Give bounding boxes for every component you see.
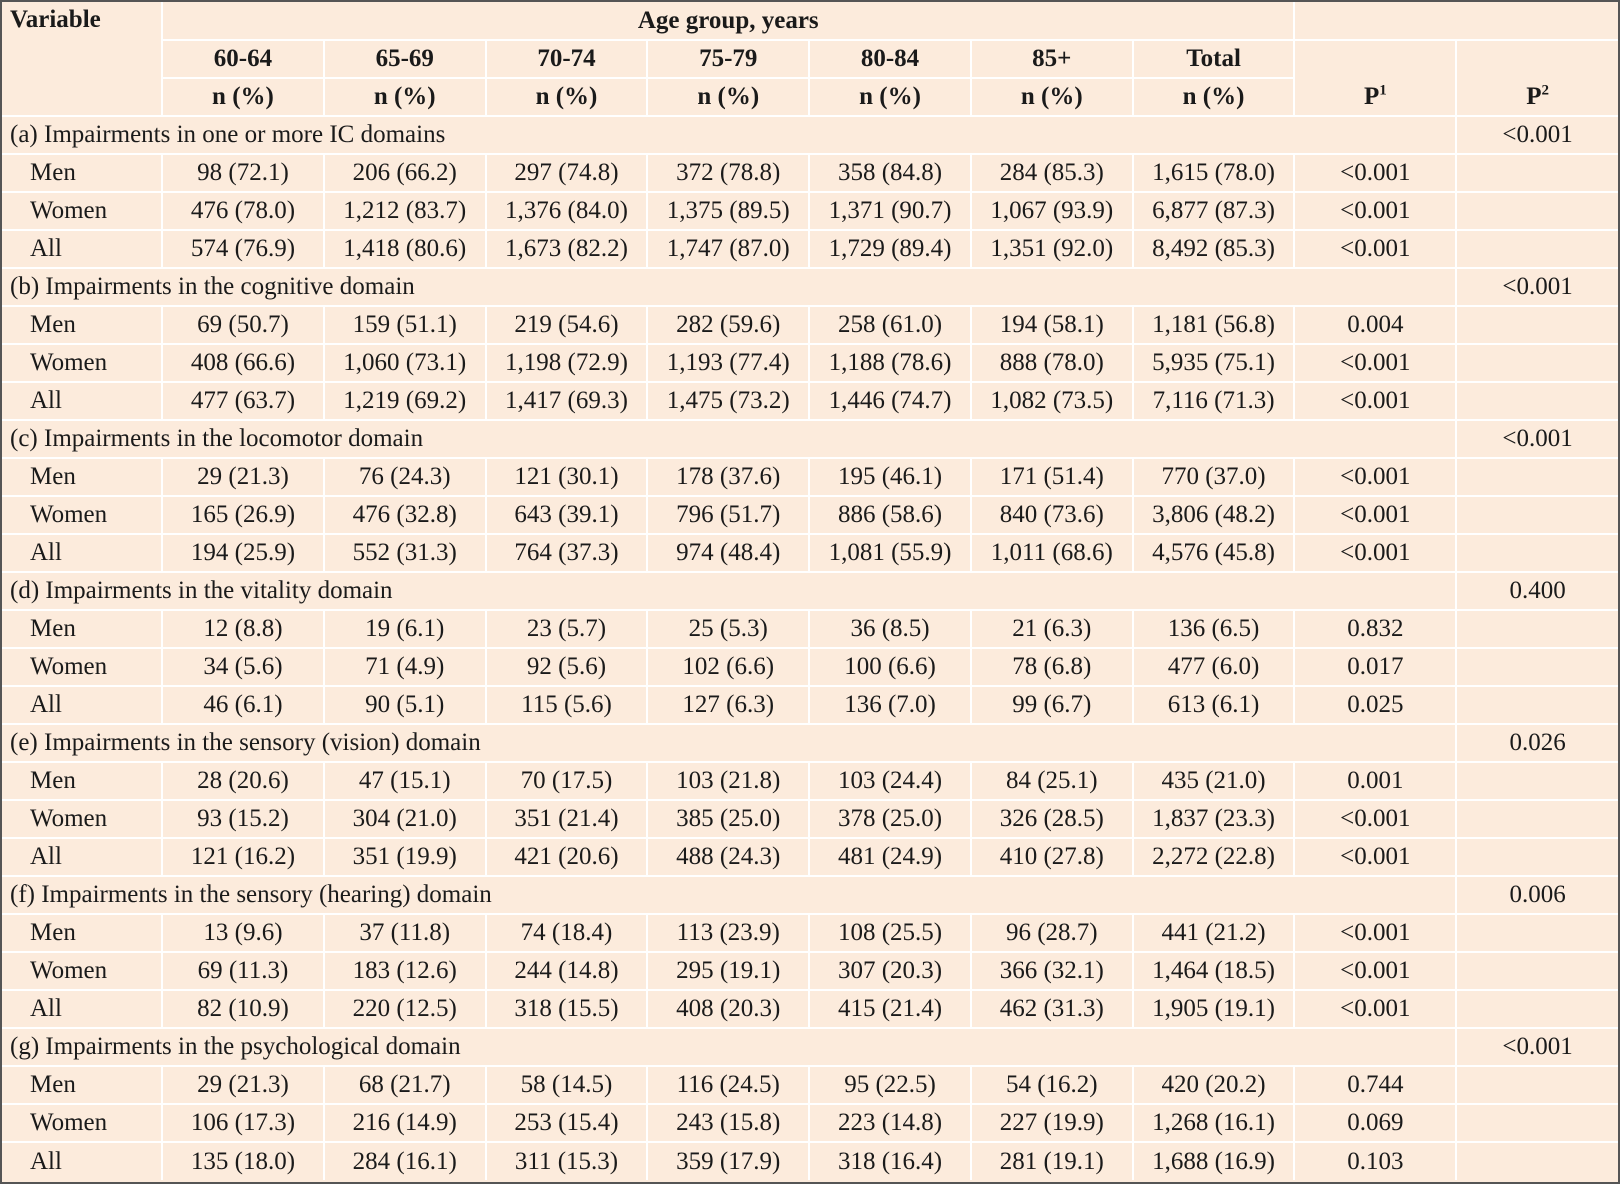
total-cell: 5,935 (75.1)	[1133, 344, 1295, 382]
count-cell: 227 (19.9)	[971, 1104, 1133, 1142]
table-row	[2, 914, 1618, 952]
section-row	[2, 572, 1618, 610]
p2-cell	[1456, 496, 1618, 534]
section-p2-value: 0.026	[1456, 724, 1618, 762]
unit-header: n (%)	[1133, 78, 1295, 116]
row-label: Women	[2, 344, 162, 382]
p2-cell	[1456, 648, 1618, 686]
count-cell: 643 (39.1)	[486, 496, 648, 534]
count-cell: 183 (12.6)	[324, 952, 486, 990]
count-cell: 95 (22.5)	[809, 1066, 971, 1104]
p1-cell: 0.025	[1294, 686, 1456, 724]
section-p2-value: 0.400	[1456, 572, 1618, 610]
section-title: (b) Impairments in the cognitive domain	[2, 268, 1456, 306]
total-cell: 2,272 (22.8)	[1133, 838, 1295, 876]
count-cell: 68 (21.7)	[324, 1066, 486, 1104]
total-cell: 3,806 (48.2)	[1133, 496, 1295, 534]
count-cell: 840 (73.6)	[971, 496, 1133, 534]
count-cell: 135 (18.0)	[162, 1142, 324, 1180]
count-cell: 318 (16.4)	[809, 1142, 971, 1180]
table-row	[2, 230, 1618, 268]
count-cell: 58 (14.5)	[486, 1066, 648, 1104]
row-label: Men	[2, 610, 162, 648]
p1-cell: 0.103	[1294, 1142, 1456, 1180]
p2-header: $P^2$	[1526, 82, 1549, 110]
count-cell: 37 (11.8)	[324, 914, 486, 952]
row-label: Men	[2, 1066, 162, 1104]
count-cell: 103 (24.4)	[809, 762, 971, 800]
count-cell: 127 (6.3)	[647, 686, 809, 724]
unit-header: n (%)	[162, 78, 324, 116]
count-cell: 29 (21.3)	[162, 458, 324, 496]
count-cell: 108 (25.5)	[809, 914, 971, 952]
count-cell: 243 (15.8)	[647, 1104, 809, 1142]
total-cell: 477 (6.0)	[1133, 648, 1295, 686]
count-cell: 1,060 (73.1)	[324, 344, 486, 382]
total-cell: 441 (21.2)	[1133, 914, 1295, 952]
count-cell: 574 (76.9)	[162, 230, 324, 268]
table-row	[2, 952, 1618, 990]
p1-cell: <0.001	[1294, 230, 1456, 268]
count-cell: 70 (17.5)	[486, 762, 648, 800]
count-cell: 84 (25.1)	[971, 762, 1133, 800]
count-cell: 552 (31.3)	[324, 534, 486, 572]
variable-header: Variable	[2, 2, 162, 116]
table-row	[2, 800, 1618, 838]
age-group-header: Age group, years	[162, 2, 1294, 40]
count-cell: 28 (20.6)	[162, 762, 324, 800]
section-p2-value: <0.001	[1456, 420, 1618, 458]
table-row	[2, 686, 1618, 724]
count-cell: 195 (46.1)	[809, 458, 971, 496]
count-cell: 47 (15.1)	[324, 762, 486, 800]
table-row	[2, 1104, 1618, 1142]
count-cell: 378 (25.0)	[809, 800, 971, 838]
section-title: (f) Impairments in the sensory (hearing) domain	[2, 876, 1456, 914]
count-cell: 171 (51.4)	[971, 458, 1133, 496]
unit-header: n (%)	[324, 78, 486, 116]
total-cell: 1,688 (16.9)	[1133, 1142, 1295, 1180]
count-cell: 1,081 (55.9)	[809, 534, 971, 572]
count-cell: 98 (72.1)	[162, 154, 324, 192]
p2-cell	[1456, 610, 1618, 648]
section-row	[2, 116, 1618, 154]
count-cell: 1,673 (82.2)	[486, 230, 648, 268]
count-cell: 1,375 (89.5)	[647, 192, 809, 230]
count-cell: 1,011 (68.6)	[971, 534, 1133, 572]
count-cell: 90 (5.1)	[324, 686, 486, 724]
count-cell: 358 (84.8)	[809, 154, 971, 192]
table-row	[2, 838, 1618, 876]
count-cell: 1,351 (92.0)	[971, 230, 1133, 268]
section-p2-value: <0.001	[1456, 1028, 1618, 1066]
section-p2-value: <0.001	[1456, 268, 1618, 306]
p1-header: $P^1$	[1294, 40, 1456, 116]
p1-cell: <0.001	[1294, 344, 1456, 382]
unit-header: n (%)	[809, 78, 971, 116]
p2-cell	[1456, 1142, 1618, 1180]
p2-cell	[1456, 192, 1618, 230]
p1-cell: <0.001	[1294, 496, 1456, 534]
p1-cell: <0.001	[1294, 800, 1456, 838]
count-cell: 476 (78.0)	[162, 192, 324, 230]
table-row	[2, 610, 1618, 648]
count-cell: 69 (50.7)	[162, 306, 324, 344]
count-cell: 46 (6.1)	[162, 686, 324, 724]
count-cell: 100 (6.6)	[809, 648, 971, 686]
p1-cell: 0.744	[1294, 1066, 1456, 1104]
count-cell: 462 (31.3)	[971, 990, 1133, 1028]
table-row	[2, 990, 1618, 1028]
p1-cell: <0.001	[1294, 458, 1456, 496]
count-cell: 121 (16.2)	[162, 838, 324, 876]
count-cell: 311 (15.3)	[486, 1142, 648, 1180]
total-cell: 770 (37.0)	[1133, 458, 1295, 496]
table-row	[2, 154, 1618, 192]
count-cell: 219 (54.6)	[486, 306, 648, 344]
p2-cell	[1456, 154, 1618, 192]
count-cell: 326 (28.5)	[971, 800, 1133, 838]
table-row	[2, 192, 1618, 230]
total-cell: 136 (6.5)	[1133, 610, 1295, 648]
section-p2-value: 0.006	[1456, 876, 1618, 914]
total-cell: 420 (20.2)	[1133, 1066, 1295, 1104]
total-cell: 7,116 (71.3)	[1133, 382, 1295, 420]
count-cell: 82 (10.9)	[162, 990, 324, 1028]
age-col-header: 80-84	[809, 40, 971, 78]
section-row	[2, 724, 1618, 762]
total-cell: 6,877 (87.3)	[1133, 192, 1295, 230]
count-cell: 69 (11.3)	[162, 952, 324, 990]
table-body	[2, 116, 1618, 1180]
row-label: All	[2, 382, 162, 420]
table-row	[2, 382, 1618, 420]
p2-cell	[1456, 1066, 1618, 1104]
section-row	[2, 876, 1618, 914]
header-blank	[1294, 2, 1618, 40]
row-label: Men	[2, 762, 162, 800]
unit-header: n (%)	[971, 78, 1133, 116]
count-cell: 297 (74.8)	[486, 154, 648, 192]
count-cell: 23 (5.7)	[486, 610, 648, 648]
count-cell: 1,198 (72.9)	[486, 344, 648, 382]
p2-cell	[1456, 344, 1618, 382]
section-p2-value: <0.001	[1456, 116, 1618, 154]
count-cell: 366 (32.1)	[971, 952, 1133, 990]
count-cell: 178 (37.6)	[647, 458, 809, 496]
count-cell: 99 (6.7)	[971, 686, 1133, 724]
row-label: Men	[2, 306, 162, 344]
count-cell: 29 (21.3)	[162, 1066, 324, 1104]
count-cell: 115 (5.6)	[486, 686, 648, 724]
section-title: (g) Impairments in the psychological domain	[2, 1028, 1456, 1066]
count-cell: 106 (17.3)	[162, 1104, 324, 1142]
row-label: Women	[2, 648, 162, 686]
count-cell: 136 (7.0)	[809, 686, 971, 724]
count-cell: 1,475 (73.2)	[647, 382, 809, 420]
p1-cell: <0.001	[1294, 914, 1456, 952]
count-cell: 76 (24.3)	[324, 458, 486, 496]
row-label: All	[2, 990, 162, 1028]
count-cell: 1,376 (84.0)	[486, 192, 648, 230]
count-cell: 244 (14.8)	[486, 952, 648, 990]
count-cell: 13 (9.6)	[162, 914, 324, 952]
count-cell: 282 (59.6)	[647, 306, 809, 344]
count-cell: 408 (66.6)	[162, 344, 324, 382]
count-cell: 1,418 (80.6)	[324, 230, 486, 268]
row-label: All	[2, 1142, 162, 1180]
count-cell: 318 (15.5)	[486, 990, 648, 1028]
count-cell: 281 (19.1)	[971, 1142, 1133, 1180]
unit-header: n (%)	[647, 78, 809, 116]
count-cell: 113 (23.9)	[647, 914, 809, 952]
p2-cell	[1456, 534, 1618, 572]
count-cell: 796 (51.7)	[647, 496, 809, 534]
total-cell: 613 (6.1)	[1133, 686, 1295, 724]
p1-cell: <0.001	[1294, 534, 1456, 572]
age-col-header: 75-79	[647, 40, 809, 78]
p1-cell: <0.001	[1294, 382, 1456, 420]
table-row	[2, 344, 1618, 382]
p1-cell: 0.004	[1294, 306, 1456, 344]
count-cell: 116 (24.5)	[647, 1066, 809, 1104]
count-cell: 477 (63.7)	[162, 382, 324, 420]
row-label: Women	[2, 496, 162, 534]
p1-cell: 0.832	[1294, 610, 1456, 648]
total-cell: 4,576 (45.8)	[1133, 534, 1295, 572]
count-cell: 1,371 (90.7)	[809, 192, 971, 230]
count-cell: 103 (21.8)	[647, 762, 809, 800]
count-cell: 216 (14.9)	[324, 1104, 486, 1142]
section-row	[2, 420, 1618, 458]
table-row	[2, 496, 1618, 534]
total-cell: 1,837 (23.3)	[1133, 800, 1295, 838]
count-cell: 71 (4.9)	[324, 648, 486, 686]
p2-cell	[1456, 914, 1618, 952]
count-cell: 351 (19.9)	[324, 838, 486, 876]
total-cell: 1,615 (78.0)	[1133, 154, 1295, 192]
count-cell: 481 (24.9)	[809, 838, 971, 876]
section-title: (c) Impairments in the locomotor domain	[2, 420, 1456, 458]
p2-cell	[1456, 952, 1618, 990]
p2-cell	[1456, 458, 1618, 496]
age-col-header: 65-69	[324, 40, 486, 78]
count-cell: 888 (78.0)	[971, 344, 1133, 382]
count-cell: 764 (37.3)	[486, 534, 648, 572]
count-cell: 304 (21.0)	[324, 800, 486, 838]
count-cell: 421 (20.6)	[486, 838, 648, 876]
count-cell: 284 (16.1)	[324, 1142, 486, 1180]
count-cell: 295 (19.1)	[647, 952, 809, 990]
age-group-impairment-table	[2, 2, 1618, 1180]
table-row	[2, 762, 1618, 800]
p2-cell	[1456, 990, 1618, 1028]
count-cell: 159 (51.1)	[324, 306, 486, 344]
count-cell: 121 (30.1)	[486, 458, 648, 496]
total-cell: 8,492 (85.3)	[1133, 230, 1295, 268]
count-cell: 258 (61.0)	[809, 306, 971, 344]
count-cell: 92 (5.6)	[486, 648, 648, 686]
total-cell: 1,905 (19.1)	[1133, 990, 1295, 1028]
count-cell: 206 (66.2)	[324, 154, 486, 192]
p1-cell: <0.001	[1294, 192, 1456, 230]
count-cell: 415 (21.4)	[809, 990, 971, 1028]
row-label: Men	[2, 914, 162, 952]
count-cell: 25 (5.3)	[647, 610, 809, 648]
total-cell: 1,181 (56.8)	[1133, 306, 1295, 344]
count-cell: 93 (15.2)	[162, 800, 324, 838]
table-row	[2, 1066, 1618, 1104]
count-cell: 886 (58.6)	[809, 496, 971, 534]
p1-cell: 0.069	[1294, 1104, 1456, 1142]
count-cell: 54 (16.2)	[971, 1066, 1133, 1104]
count-cell: 19 (6.1)	[324, 610, 486, 648]
count-cell: 372 (78.8)	[647, 154, 809, 192]
p2-cell	[1456, 686, 1618, 724]
table-row	[2, 458, 1618, 496]
count-cell: 307 (20.3)	[809, 952, 971, 990]
count-cell: 21 (6.3)	[971, 610, 1133, 648]
count-cell: 1,729 (89.4)	[809, 230, 971, 268]
count-cell: 36 (8.5)	[809, 610, 971, 648]
p2-cell	[1456, 1104, 1618, 1142]
count-cell: 1,747 (87.0)	[647, 230, 809, 268]
count-cell: 34 (5.6)	[162, 648, 324, 686]
count-cell: 1,417 (69.3)	[486, 382, 648, 420]
age-col-header: 70-74	[486, 40, 648, 78]
count-cell: 974 (48.4)	[647, 534, 809, 572]
age-col-header: 60-64	[162, 40, 324, 78]
count-cell: 385 (25.0)	[647, 800, 809, 838]
row-label: All	[2, 534, 162, 572]
p2-cell	[1456, 382, 1618, 420]
count-cell: 351 (21.4)	[486, 800, 648, 838]
table-row	[2, 306, 1618, 344]
table-row	[2, 648, 1618, 686]
total-cell: 1,268 (16.1)	[1133, 1104, 1295, 1142]
count-cell: 1,188 (78.6)	[809, 344, 971, 382]
p2-cell	[1456, 230, 1618, 268]
p2-cell	[1456, 306, 1618, 344]
table-row	[2, 534, 1618, 572]
p1-cell: <0.001	[1294, 154, 1456, 192]
count-cell: 223 (14.8)	[809, 1104, 971, 1142]
count-cell: 253 (15.4)	[486, 1104, 648, 1142]
count-cell: 476 (32.8)	[324, 496, 486, 534]
section-row	[2, 1028, 1618, 1066]
p1-cell: <0.001	[1294, 952, 1456, 990]
count-cell: 359 (17.9)	[647, 1142, 809, 1180]
section-title: (e) Impairments in the sensory (vision) domain	[2, 724, 1456, 762]
count-cell: 410 (27.8)	[971, 838, 1133, 876]
p2-cell	[1456, 838, 1618, 876]
total-cell: 1,464 (18.5)	[1133, 952, 1295, 990]
row-label: Men	[2, 458, 162, 496]
section-title: (d) Impairments in the vitality domain	[2, 572, 1456, 610]
count-cell: 284 (85.3)	[971, 154, 1133, 192]
row-label: Women	[2, 952, 162, 990]
unit-header: n (%)	[486, 78, 648, 116]
count-cell: 194 (58.1)	[971, 306, 1133, 344]
count-cell: 220 (12.5)	[324, 990, 486, 1028]
count-cell: 1,067 (93.9)	[971, 192, 1133, 230]
row-label: All	[2, 686, 162, 724]
age-col-header: 85+	[971, 40, 1133, 78]
total-col-header: Total	[1133, 40, 1295, 78]
p1-cell: <0.001	[1294, 838, 1456, 876]
count-cell: 74 (18.4)	[486, 914, 648, 952]
p1-cell: 0.001	[1294, 762, 1456, 800]
count-cell: 408 (20.3)	[647, 990, 809, 1028]
count-cell: 12 (8.8)	[162, 610, 324, 648]
section-row	[2, 268, 1618, 306]
p2-cell	[1456, 762, 1618, 800]
count-cell: 488 (24.3)	[647, 838, 809, 876]
count-cell: 194 (25.9)	[162, 534, 324, 572]
count-cell: 1,193 (77.4)	[647, 344, 809, 382]
row-label: Women	[2, 800, 162, 838]
total-cell: 435 (21.0)	[1133, 762, 1295, 800]
count-cell: 1,219 (69.2)	[324, 382, 486, 420]
row-label: Men	[2, 154, 162, 192]
row-label: All	[2, 230, 162, 268]
table-row	[2, 1142, 1618, 1180]
row-label: All	[2, 838, 162, 876]
p1-cell: <0.001	[1294, 990, 1456, 1028]
table-header	[2, 2, 1618, 116]
count-cell: 165 (26.9)	[162, 496, 324, 534]
count-cell: 96 (28.7)	[971, 914, 1133, 952]
p2-cell	[1456, 800, 1618, 838]
row-label: Women	[2, 1104, 162, 1142]
count-cell: 1,446 (74.7)	[809, 382, 971, 420]
row-label: Women	[2, 192, 162, 230]
count-cell: 102 (6.6)	[647, 648, 809, 686]
section-title: (a) Impairments in one or more IC domains	[2, 116, 1456, 154]
count-cell: 78 (6.8)	[971, 648, 1133, 686]
count-cell: 1,082 (73.5)	[971, 382, 1133, 420]
p1-cell: 0.017	[1294, 648, 1456, 686]
count-cell: 1,212 (83.7)	[324, 192, 486, 230]
